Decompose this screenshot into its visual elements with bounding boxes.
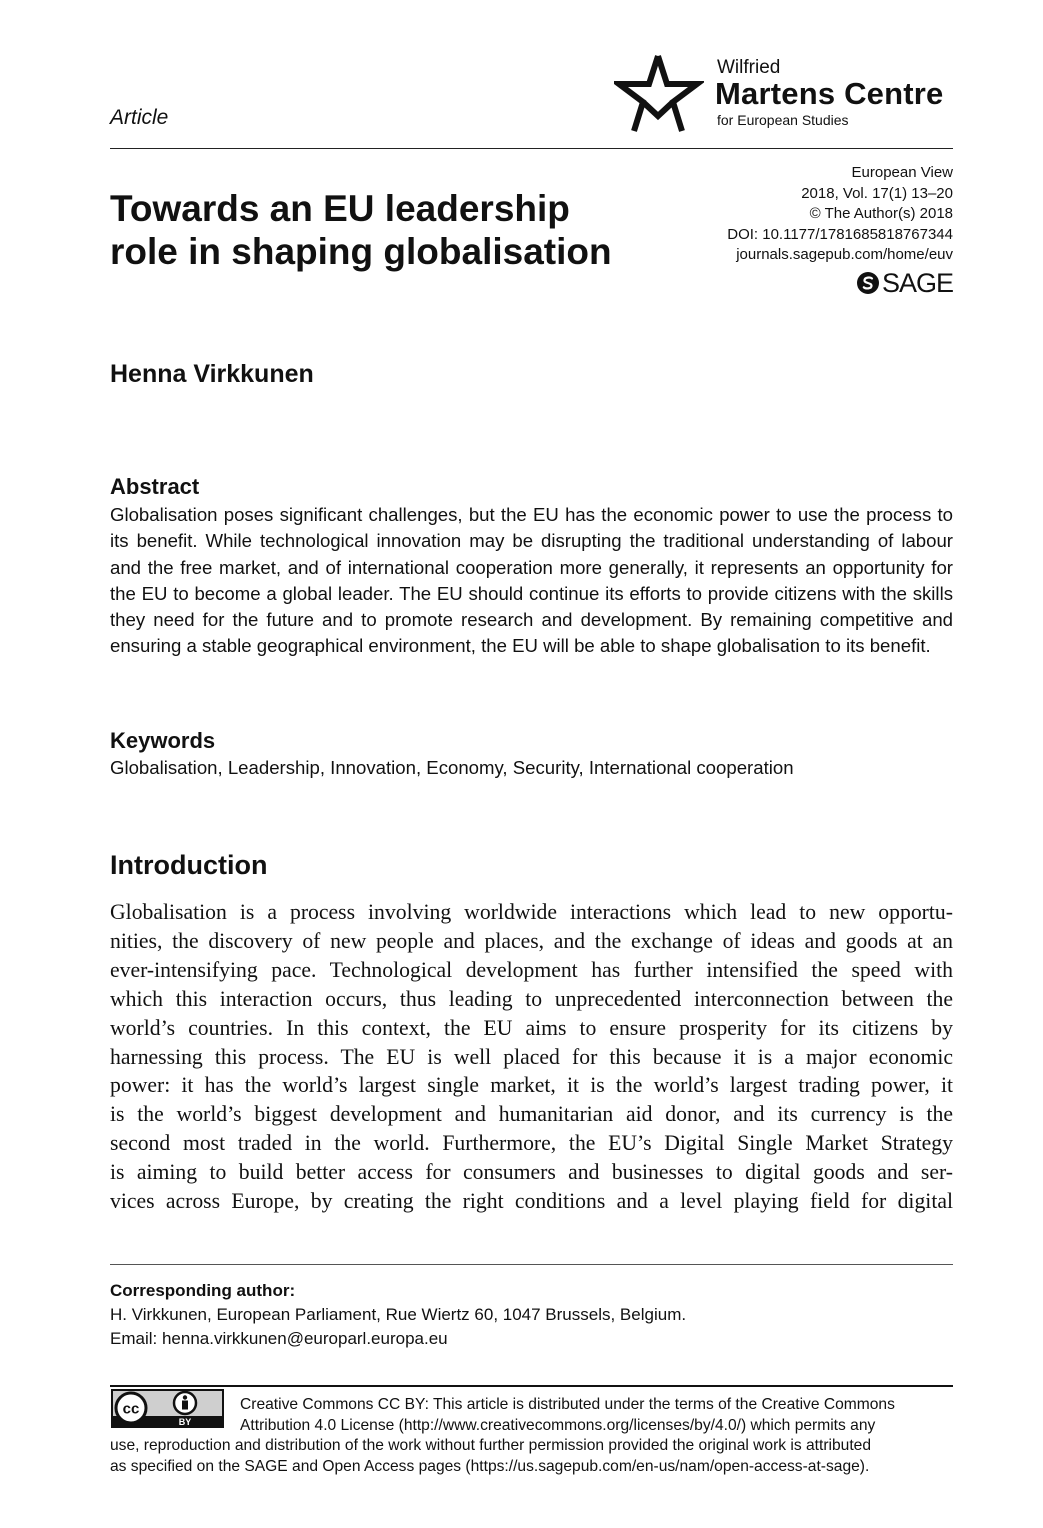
license-text xyxy=(110,1395,955,1477)
logo-line-2: Martens Centre xyxy=(715,76,944,111)
intro-line: nities, the discovery of new people and places, and the exchange of ideas and goods at an xyxy=(110,928,953,953)
title-line-1: Towards an EU leadership xyxy=(110,188,570,229)
star-m-icon xyxy=(614,52,704,138)
abstract-heading: Abstract xyxy=(110,474,200,499)
license-line: Creative Commons CC BY: This article is distributed under the terms of the Creative Commons xyxy=(240,1396,895,1413)
corresponding-address: H. Virkkunen, European Parliament, Rue Wiertz 60, 1047 Brussels, Belgium. xyxy=(110,1305,687,1324)
sage-wordmark: SAGE xyxy=(881,267,953,298)
introduction-heading: Introduction xyxy=(110,850,268,880)
copyright: © The Author(s) 2018 xyxy=(809,205,953,222)
license-rule xyxy=(110,1385,953,1387)
keywords-text: Globalisation, Leadership, Innovation, Economy, Security, International cooperation xyxy=(110,757,794,778)
intro-line: is the world’s biggest development and humanitarian aid donor, and its currency is the xyxy=(110,1102,953,1127)
cc-symbol: cc xyxy=(122,1400,140,1418)
journal-volume: 2018, Vol. 17(1) 13–20 xyxy=(801,184,953,202)
keywords-heading: Keywords xyxy=(110,728,216,753)
footnote-rule xyxy=(110,1264,953,1265)
header-rule xyxy=(110,148,953,149)
intro-line: ever-intensifying pace. Technological development has further intensified the speed with xyxy=(110,957,953,982)
article-title xyxy=(110,187,670,273)
corresponding-email[interactable]: Email: henna.virkkunen@europarl.europa.eu xyxy=(110,1329,448,1348)
intro-line: power: it has the world’s largest single market, it is the world’s largest trading power, it xyxy=(110,1073,953,1098)
intro-line: vices across Europe, by creating the right conditions and a level playing field for digital xyxy=(110,1189,953,1214)
introduction-body xyxy=(110,898,953,1216)
intro-line: harnessing this process. The EU is well placed for this because it is a major economic xyxy=(110,1044,953,1069)
intro-line: Globalisation is a process involving worldwide interactions which lead to new opportu- xyxy=(110,900,953,924)
article-label: Article xyxy=(110,106,169,129)
journal-name: European View xyxy=(851,164,953,181)
license-line[interactable]: as specified on the SAGE and Open Access pages (https://us.sagepub.com/en-us/nam/open-access-at-sage). xyxy=(110,1457,870,1475)
sage-logo xyxy=(856,268,953,298)
title-line-2: role in shaping globalisation xyxy=(110,231,612,272)
license-line[interactable]: Attribution 4.0 License (http://www.creativecommons.org/licenses/by/4.0/) which permits any xyxy=(240,1416,876,1434)
journal-meta xyxy=(600,163,953,266)
doi[interactable]: DOI: 10.1177/1781685818767344 xyxy=(727,225,953,243)
by-symbol: BY xyxy=(178,1417,192,1427)
corresponding-heading: Corresponding author: xyxy=(110,1281,296,1300)
intro-line: second most traded in the world. Furthermore, the EU’s Digital Single Market Strategy xyxy=(110,1131,953,1156)
intro-line: is aiming to build better access for consumers and businesses to digital goods and ser- xyxy=(110,1160,953,1185)
intro-line: world’s countries. In this context, the EU aims to ensure prosperity for its citizens by xyxy=(110,1015,953,1040)
logo-line-1: Wilfried xyxy=(717,57,781,78)
logo-line-3: for European Studies xyxy=(717,112,849,128)
martens-centre-logo xyxy=(614,52,959,138)
journal-url[interactable]: journals.sagepub.com/home/euv xyxy=(736,246,953,263)
sage-s-icon xyxy=(856,271,880,295)
license-line: use, reproduction and distribution of the work without further permission provided the original work is attributed xyxy=(110,1437,872,1455)
author-name: Henna Virkkunen xyxy=(110,360,314,388)
abstract-text: Globalisation poses significant challenges, but the EU has the economic power to use the process to its benefit. While technological innovation may be disrupting the traditional understanding of labour and the free market, and of international cooperation more generally, it represents an opportunity for the EU to become a global leader. The EU should continue its efforts to provide citizens with the skills they need for the future and to promote research and development. By remaining competitive and ensuring a stable geographical environment, the EU will be able to shape globalisation to its benefit. xyxy=(110,504,953,657)
intro-line: which this interaction occurs, thus leading to unprecedented interconnection between the xyxy=(110,986,953,1011)
